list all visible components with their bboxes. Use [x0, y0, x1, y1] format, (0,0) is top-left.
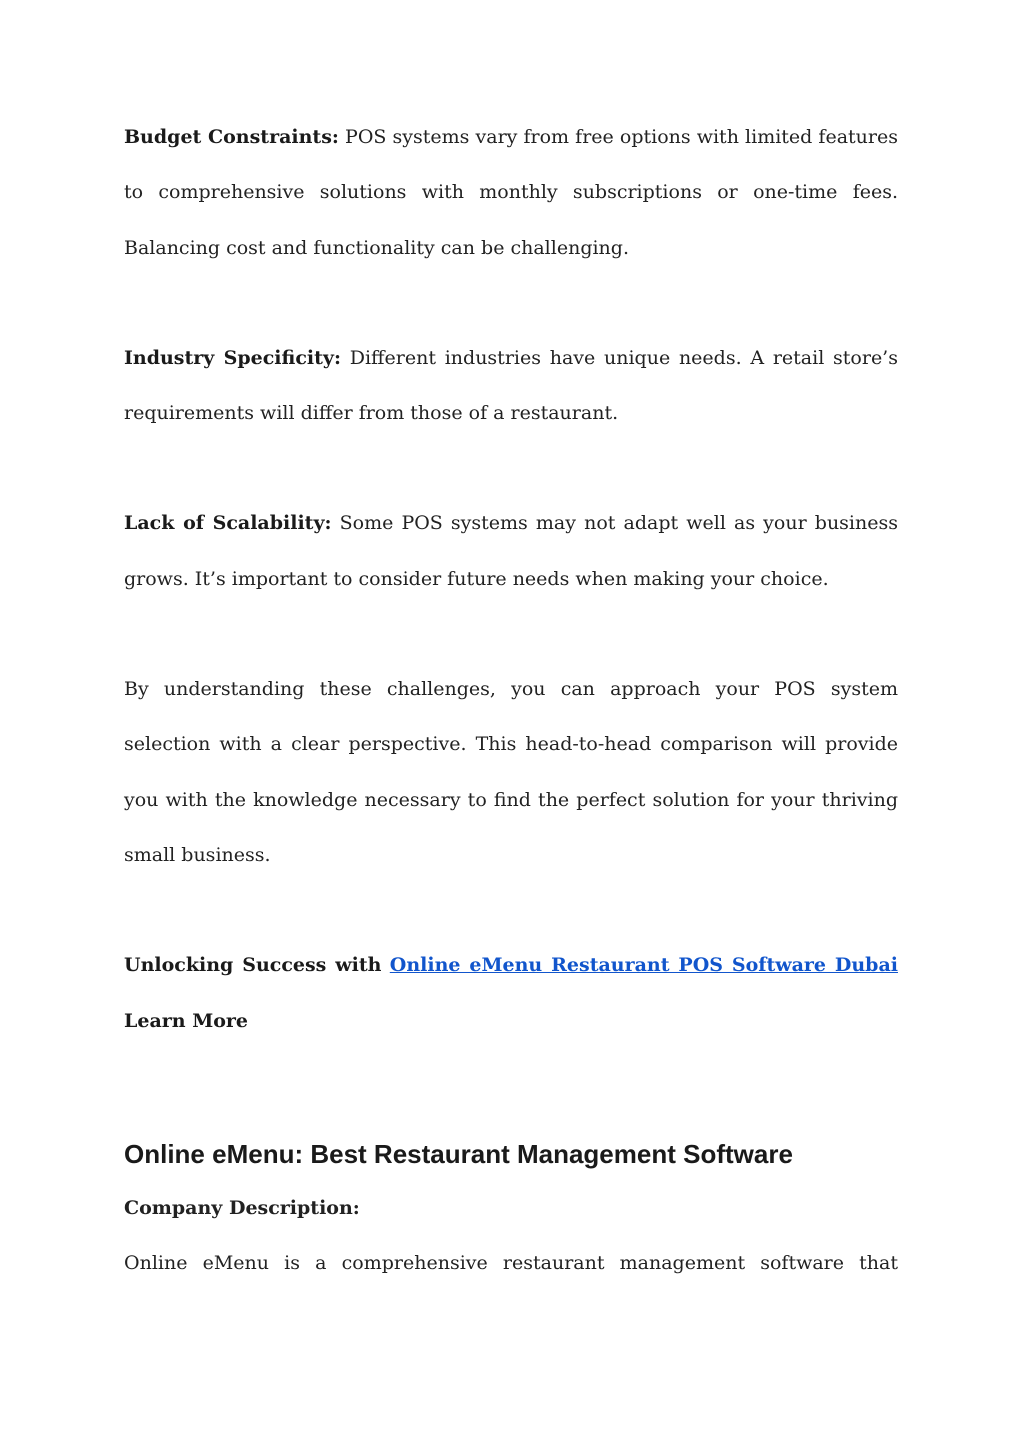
document-page [124, 110, 898, 1274]
industry-label: Industry Specificity: [124, 346, 341, 369]
conclusion-text: By understanding these challenges, you can approach your POS system selection with a clear perspective. This head-to-head comparison will provide you with the knowledge necessary to find the perfect solution for your thriving small business. [124, 678, 898, 866]
industry-paragraph [124, 331, 898, 442]
cta-suffix: Learn More [124, 1009, 249, 1032]
cta-paragraph [124, 938, 898, 1049]
scalability-text: Some POS systems may not adapt well as your business grows. It’s important to consider future needs when making your choice. [124, 512, 898, 590]
section-heading: Online eMenu: Best Restaurant Management Software [124, 1139, 793, 1169]
budget-paragraph [124, 110, 898, 276]
scalability-label: Lack of Scalability: [124, 512, 332, 535]
emenu-pos-link[interactable]: Online eMenu Restaurant POS Software Dubai [389, 954, 898, 977]
industry-text: Different industries have unique needs. A retail store’s requirements will differ from those of a restaurant. [124, 346, 898, 425]
company-description-text: Online eMenu is a comprehensive restaurant management software that [124, 1252, 898, 1274]
conclusion-paragraph [124, 662, 898, 883]
company-description-label: Company Description: [124, 1197, 360, 1219]
budget-text: POS systems vary from free options with limited features to comprehensive solutions with monthly subscriptions or one-time fees. Balancing cost and functionality can be challenging. [124, 126, 898, 259]
budget-label: Budget Constraints: [124, 126, 339, 148]
cta-prefix: Unlocking Success with [124, 954, 382, 977]
scalability-paragraph [124, 496, 898, 607]
